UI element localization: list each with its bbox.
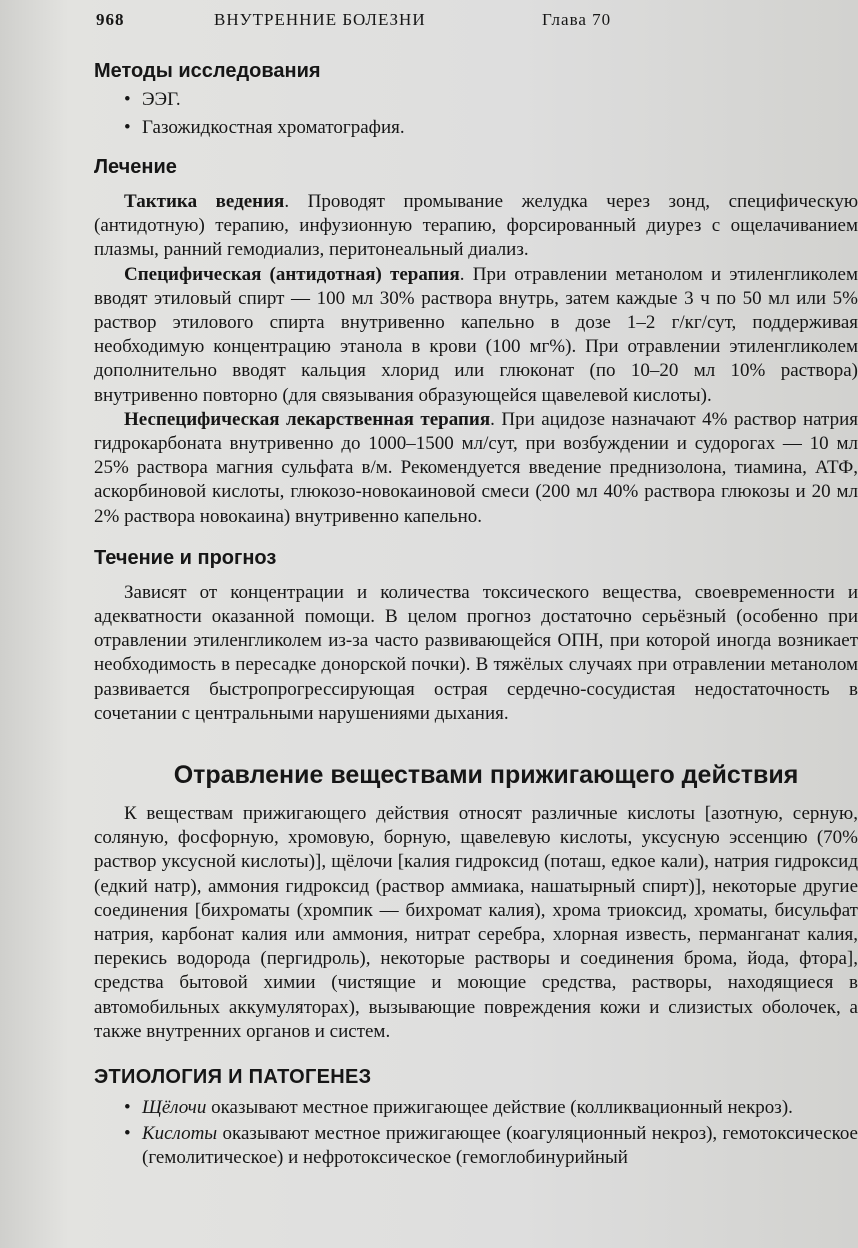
methods-list: [94, 88, 858, 140]
page-number: 968: [96, 10, 125, 29]
section-intro-paragraph: К веществам прижигающего действия относят различные кислоты [азотную, серную, соляную, фосфорную, хромовую, борную, щавелевую кислоты, уксусную эссенцию (70% раствор уксусной кислоты)], щёлочи [калия гидроксид (поташ, едкое кали), натрия гидроксид (едкий натр), аммония гидроксид (раствор аммиака, нашатырный спирт)], некоторые другие соединения [бихроматы (хромпик — бихромат калия), хрома триоксид, хроматы, бисульфат натрия, карбонат калия или аммония, нитрат серебра, хлорная известь, перманганат калия, перекись водорода (пергидроль), некоторые растворы и соединения брома, йода, фтора], средства бытовой химии (чистящие и моющие средства, растворы, находящиеся в автомобильных аккумуляторах), вызывающие повреждения кожи и слизистых оболочек, а также внутренних органов и систем.: [94, 803, 858, 1042]
treatment-heading: Лечение: [94, 156, 177, 178]
section-title: Отравление веществами прижигающего действия: [173, 761, 799, 790]
bullet-icon: •: [124, 117, 131, 138]
bullet-icon: •: [124, 1123, 131, 1145]
bullet-icon: •: [124, 1097, 131, 1119]
methods-heading: Методы исследования: [94, 60, 321, 82]
list-item: • Щёлочи оказывают местное прижигающее действие (колликвационный некроз).: [124, 1097, 793, 1119]
book-title: ВНУТРЕННИЕ БОЛЕЗНИ: [214, 10, 426, 29]
acid-term: Кислоты: [142, 1123, 218, 1145]
tactics-term: Тактика ведения: [124, 191, 285, 212]
alkali-term: Щёлочи: [142, 1097, 207, 1119]
running-head: [96, 10, 836, 34]
course-heading: Течение и прогноз: [94, 546, 277, 569]
bullet-icon: •: [124, 89, 131, 110]
tactics-paragraph: Тактика ведения. Проводят промывание желудка через зонд, специфическую (антидотную) терапию, инфузионную терапию, форсированный диурез с ощелачиванием плазмы, ранний гемодиализ, перитонеальный диализ.: [94, 191, 858, 261]
list-item: • Кислоты оказывают местное прижигающее (коагуляционный некроз), гемотоксическое (гемолитическое) и нефротоксическое (гемоглобинурийный: [124, 1123, 858, 1169]
course-paragraph: Зависят от концентрации и количества токсического вещества, своевременности и адекватности оказанной помощи. В целом прогноз достаточно серьёзный (особенно при отравлении этиленгликолем из-за часто развивающейся ОПН, при которой иногда возникает необходимость в пересадке донорской почки). В тяжёлых случаях при отравлении метанолом развивается быстропрогрессирующая острая сердечно-сосудистая недостаточность в сочетании с центральными нарушениями дыхания.: [94, 581, 858, 724]
specific-therapy-paragraph: Специфическая (антидотная) терапия. При отравлении метанолом и этиленгликолем вводят этиловый спирт — 100 мл 30% раствора внутрь, затем каждые 3 ч по 50 мл или 5% раствор этилового спирта внутривенно капельно в дозе 1–2 г/кг/сут, поддерживая необходимую концентрацию этанола в крови (100 мг%). При отравлении этиленгликолем дополнительно вводят кальция хлорид или глюконат (по 10–20 мл 10% раствора) внутривенно повторно (для связывания образующейся щавелевой кислоты).: [94, 263, 858, 406]
page-content: [94, 58, 858, 1170]
etiology-list: [94, 1096, 858, 1170]
specific-therapy-term: Специфическая (антидотная) терапия: [124, 263, 460, 285]
chapter-label: Глава 70: [542, 10, 612, 29]
list-item: • Газожидкостная хроматография.: [124, 117, 405, 138]
nonspecific-therapy-paragraph: Неспецифическая лекарственная терапия. При ацидозе назначают 4% раствор натрия гидрокарбоната внутривенно до 1000–1500 мл/сут, при возбуждении и судорогах — 10 мл 25% раствора магния сульфата в/м. Рекомендуется введение преднизолона, тиамина, АТФ, аскорбиновой кислоты, глюкозо-новокаиновой смеси (200 мл 40% раствора глюкозы и 20 мл 2% раствора новокаина) внутривенно капельно.: [94, 408, 858, 527]
list-item: • ЭЭГ.: [124, 89, 181, 110]
nonspecific-therapy-term: Неспецифическая лекарственная терапия: [124, 408, 491, 430]
etiology-heading: ЭТИОЛОГИЯ И ПАТОГЕНЕЗ: [94, 1066, 372, 1089]
